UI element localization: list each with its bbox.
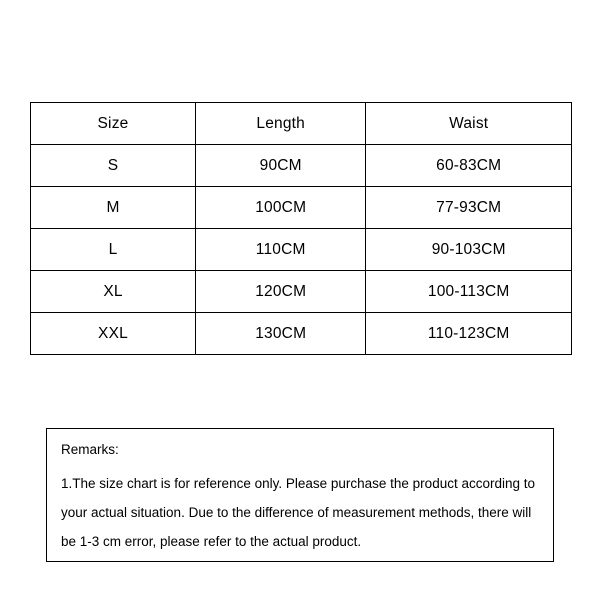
cell-length: 110CM: [196, 229, 366, 271]
remarks-box: [46, 428, 554, 562]
table-row: [31, 187, 572, 229]
cell-size: XXL: [31, 313, 196, 355]
cell-size: S: [31, 145, 196, 187]
table-header-row: [31, 103, 572, 145]
column-header-length: Length: [196, 103, 366, 145]
cell-size: M: [31, 187, 196, 229]
table-row: [31, 313, 572, 355]
remarks-text: 1.The size chart is for reference only. Please purchase the product according to your actual situation. Due to the difference of measurement methods, there will be 1-3 cm error, please refer to the actual product.: [61, 476, 536, 549]
cell-waist: 110-123CM: [366, 313, 572, 355]
cell-size: XL: [31, 271, 196, 313]
cell-length: 100CM: [196, 187, 366, 229]
column-header-size: Size: [31, 103, 196, 145]
table-row: [31, 229, 572, 271]
cell-length: 120CM: [196, 271, 366, 313]
cell-size: L: [31, 229, 196, 271]
cell-waist: 60-83CM: [366, 145, 572, 187]
cell-waist: 100-113CM: [366, 271, 572, 313]
remarks-title: Remarks:: [61, 442, 119, 457]
cell-length: 130CM: [196, 313, 366, 355]
cell-length: 90CM: [196, 145, 366, 187]
table-row: [31, 271, 572, 313]
size-chart-table: [30, 102, 572, 355]
cell-waist: 90-103CM: [366, 229, 572, 271]
cell-waist: 77-93CM: [366, 187, 572, 229]
table-row: [31, 145, 572, 187]
size-chart-table-container: [30, 102, 572, 355]
column-header-waist: Waist: [366, 103, 572, 145]
